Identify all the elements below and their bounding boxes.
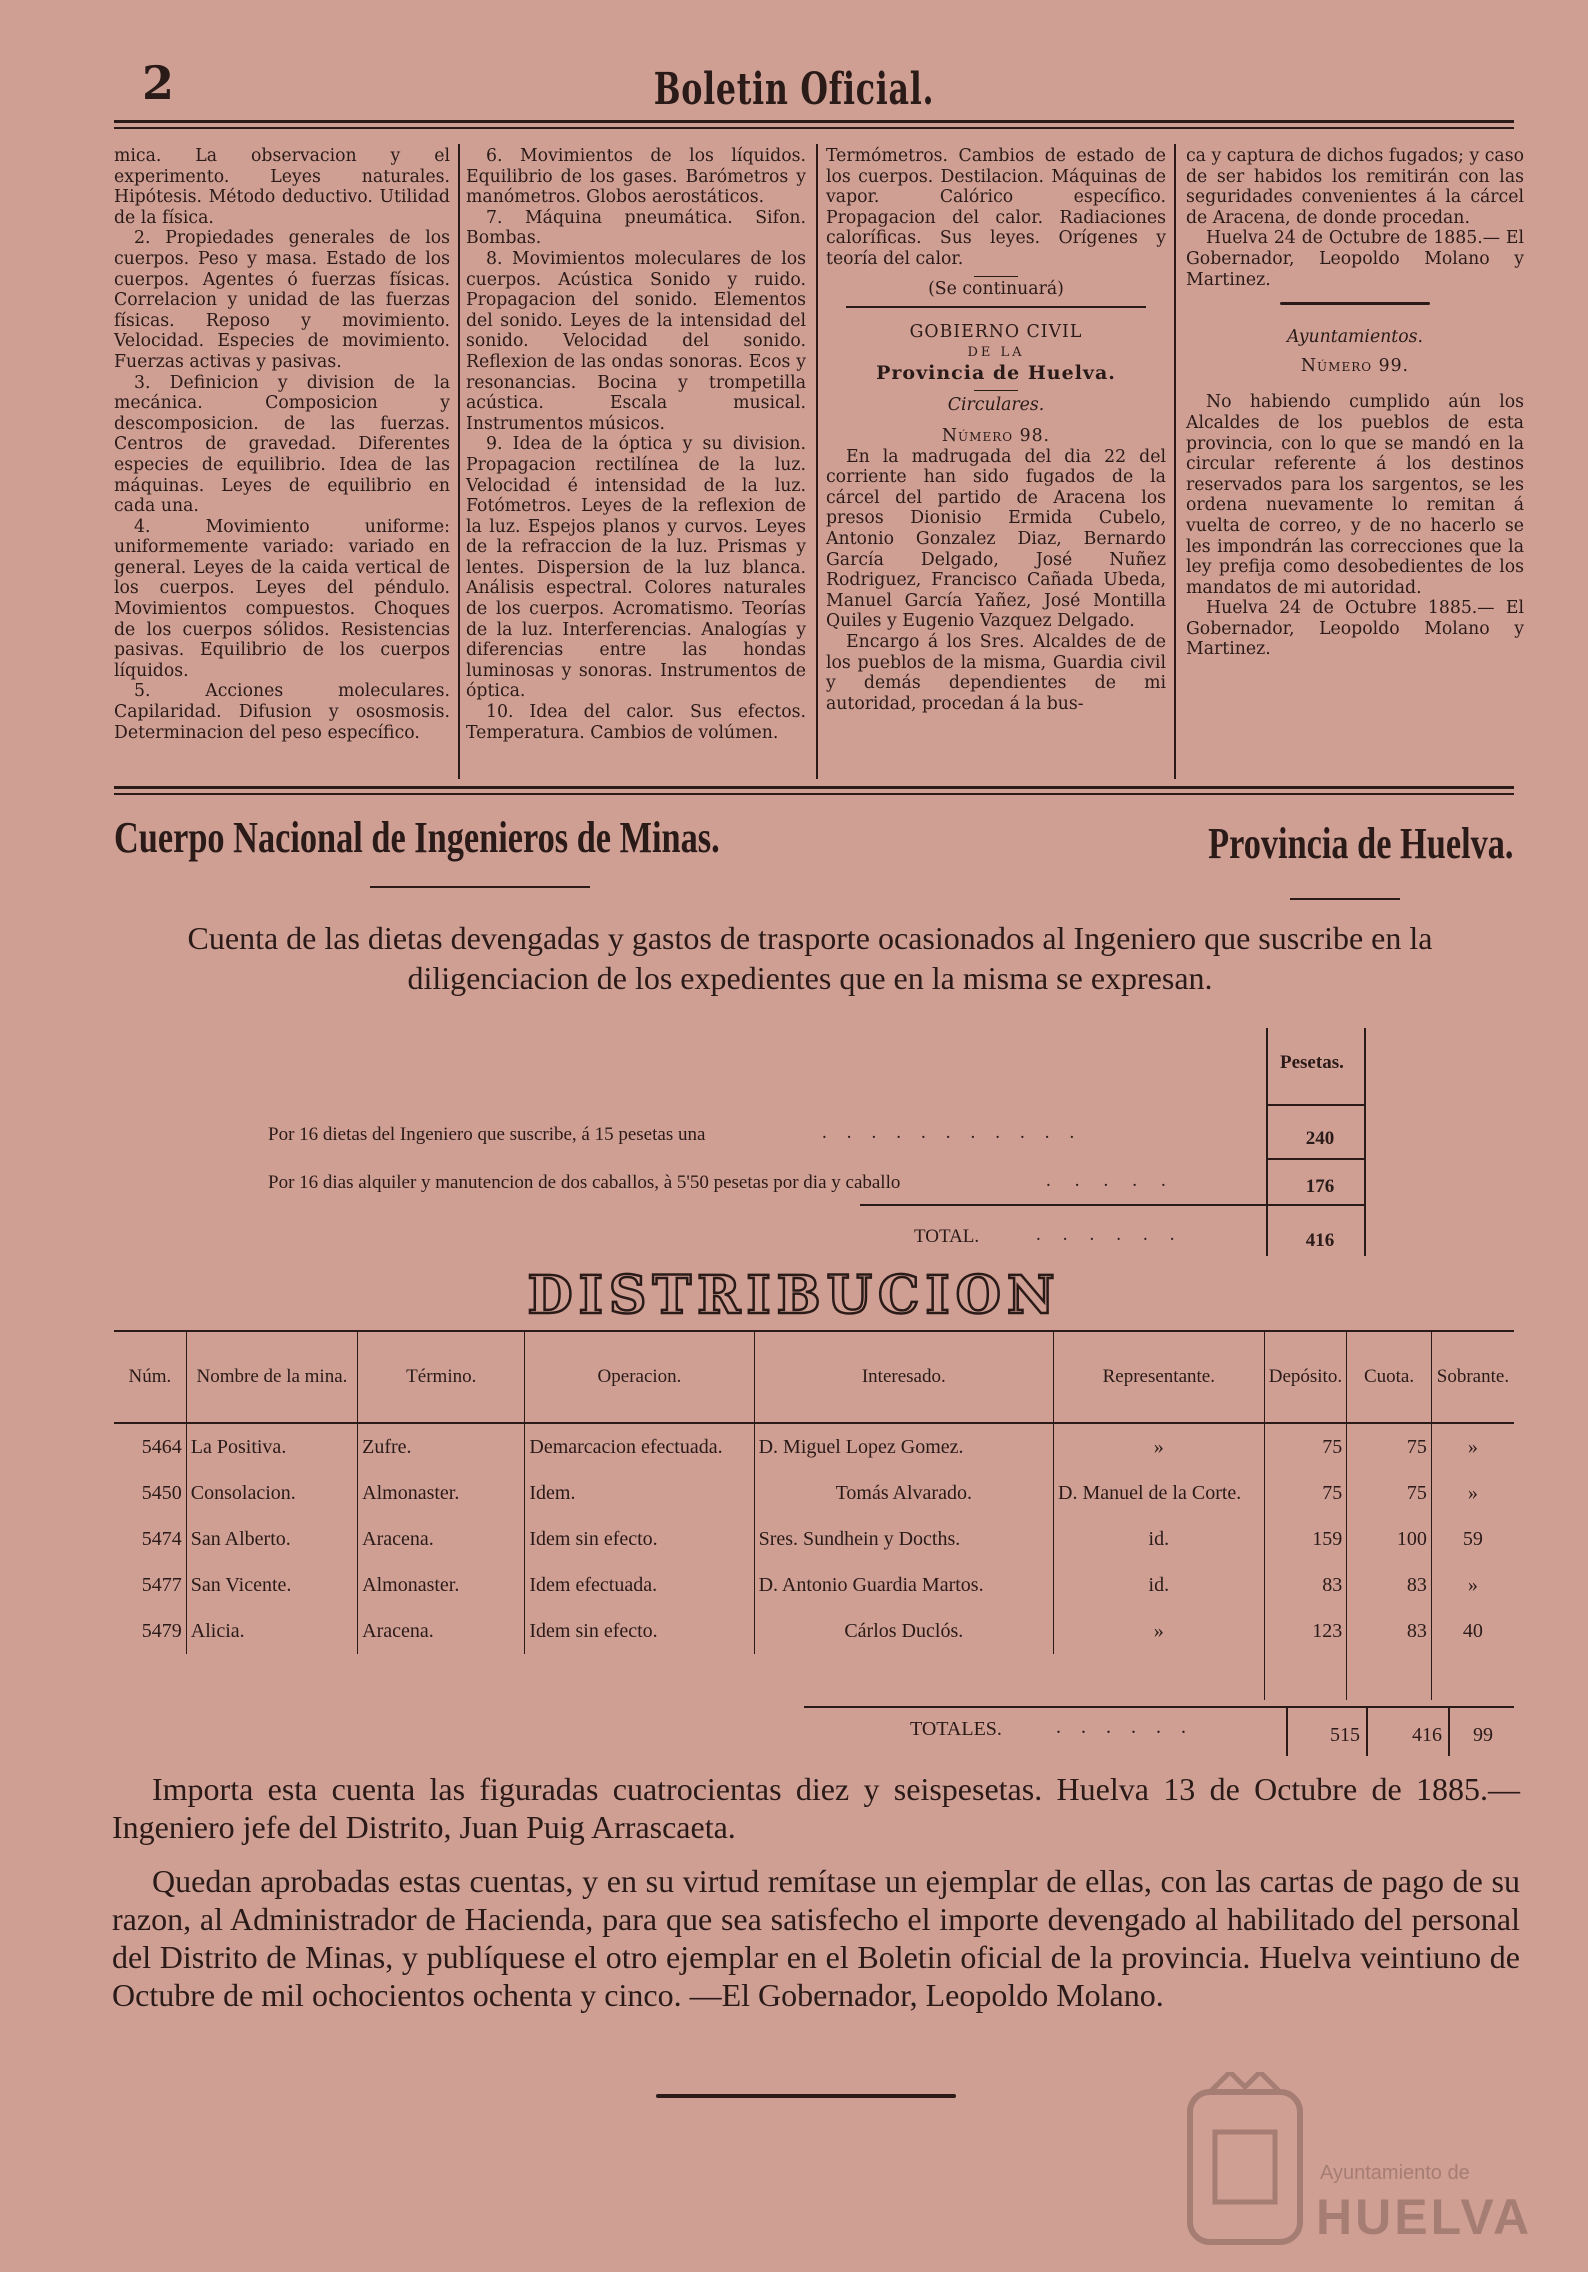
- col1-para: 2. Propiedades generales de los cuerpos. Peso y masa. Estado de los cuerpos. Agentes ó fuerzas físicas. Correlacion y unidad de las fuerzas físicas. Reposo y movimiento. Velocidad. Especies de movimiento. Fuerzas activas y pasivas.: [114, 228, 450, 372]
- totals-vline: [1448, 1708, 1450, 1756]
- col2-para: 10. Idea del calor. Sus efectos. Temperatura. Cambios de volúmen.: [466, 702, 806, 743]
- ornament-rule: [1280, 302, 1430, 305]
- col3-para: Encargo á los Sres. Alcaldes de de los pueblos de la misma, Guardia civil y demás dependientes de mi autoridad, procedan á la bus-: [826, 631, 1166, 714]
- cuenta-row1-label: Por 16 dietas del Ingeniero que suscribe, á 15 pesetas una: [268, 1124, 706, 1145]
- col2-para: 9. Idea de la óptica y su division. Propagacion rectilínea de la luz. Velocidad é intensidad de la luz. Fotómetros. Leyes de la reflexion de la luz. Espejos planos y curvos. Leyes de la refraccion de la luz. Prismas y lentes. Dispersion de la luz blanca. Análisis espectral. Colores naturales de los cuerpos. Acromatismo. Teorías de la luz. Interferencias. Analogías y diferencias entre las hondas luminosas y sonoras. Instrumentos de óptica.: [466, 434, 806, 702]
- header-representante: Representante.: [1054, 1331, 1265, 1423]
- col3-cont: Termómetros. Cambios de estado de los cuerpos. Destilacion. Máquinas de vapor. Calórico específico. Propagacion del calor. Radiaciones caloríficas. Sus leyes. Orígenes y teoría del calor.: [826, 146, 1166, 269]
- header-num: Núm.: [114, 1331, 186, 1423]
- header-interesado: Interesado.: [754, 1331, 1053, 1423]
- short-rule: [974, 390, 1018, 392]
- column-3: [826, 146, 1166, 714]
- section-divider: [114, 786, 1514, 789]
- watermark-line1: Ayuntamiento de: [1320, 2162, 1470, 2184]
- cell-num: 5477: [141, 1573, 182, 1596]
- column-4: [1186, 146, 1524, 660]
- closing-para-1: Importa esta cuenta las figuradas cuatrocientas diez y seispesetas. Huelva 13 de Octubre de 1885.—Ingeniero jefe del Distrito, Juan Puig Arrascaeta.: [112, 1771, 1520, 1845]
- circulares-heading: Circulares.: [947, 395, 1045, 416]
- cell-num: 5450: [141, 1481, 182, 1504]
- totales-dots: ......: [1056, 1716, 1206, 1738]
- col1-para: 4. Movimiento uniforme: uniformemente variado: variado en general. Leyes de la caida vertical de los cuerpos. Leyes del péndulo. Movimientos compuestos. Choques de los cuerpos sólidos. Resistencias pasivas. Equilibrio de los cuerpos líquidos.: [114, 516, 450, 681]
- cell-interesado: Sres. Sundhein y Docths.: [754, 1516, 1053, 1562]
- cell-termino: Zufre.: [358, 1423, 525, 1470]
- cell-operacion: Idem sin efecto.: [525, 1516, 754, 1562]
- total-sobrante: 99: [1473, 1724, 1493, 1746]
- column-divider: [1174, 144, 1176, 779]
- closing-block: [112, 1770, 1520, 1846]
- cell-interesado: Tomás Alvarado.: [754, 1470, 1053, 1516]
- cell-cuota: 75: [1347, 1423, 1432, 1470]
- table-row: [114, 1562, 1514, 1608]
- table-header-row: [114, 1331, 1514, 1423]
- col2-para: 7. Máquina pneumática. Sifon. Bombas.: [466, 207, 806, 249]
- cell-sobrante: »: [1431, 1470, 1514, 1516]
- ayuntamientos-heading: Ayuntamientos.: [1286, 327, 1424, 348]
- distribucion-title: DISTRIBUCION: [527, 1265, 1061, 1326]
- cell-termino: Almonaster.: [358, 1562, 525, 1608]
- col1-para: 3. Definicion y division de la mecánica. Composicion y descomposicion. de las fuerzas. Centros de gravedad. Diferentes especies de equilibrio. Idea de las máquinas. Leyes de equilibrio en cada una.: [114, 372, 450, 517]
- cuenta-header: Pesetas.: [1280, 1052, 1344, 1073]
- cuenta-row2-label: Por 16 dias alquiler y manutencion de dos caballos, à 5'50 pesetas por dia y caballo: [268, 1172, 901, 1193]
- cuenta-dots: ......: [1036, 1224, 1197, 1245]
- cuenta-hline: [860, 1204, 1364, 1206]
- cell-representante: »: [1054, 1423, 1265, 1470]
- col4-para: Huelva 24 de Octubre 1885.— El Gobernador, Leopoldo Molano y Martinez.: [1186, 598, 1524, 660]
- col1-para: mica. La observacion y el experimento. Leyes naturales. Hipótesis. Método deductivo. Utilidad de la física.: [114, 146, 450, 228]
- totals-rule: [804, 1706, 1514, 1708]
- gobierno-heading: GOBIERNO CIVIL: [909, 322, 1083, 343]
- cuenta-intro: Cuenta de las dietas devengadas y gastos de trasporte ocasionados al Ingeniero que suscribe en la diligenciacion de los expedientes que en la misma se expresan.: [187, 920, 1433, 996]
- ornament-right: [1290, 898, 1400, 900]
- header-rule-thin: [114, 127, 1514, 129]
- table-row: [114, 1516, 1514, 1562]
- column-1: [114, 146, 450, 743]
- cell-representante: »: [1054, 1608, 1265, 1654]
- cell-cuota: 75: [1347, 1470, 1432, 1516]
- cell-sobrante: »: [1431, 1423, 1514, 1470]
- cell-mina: San Alberto.: [186, 1516, 357, 1562]
- header-rule: [114, 120, 1514, 123]
- cell-operacion: Idem efectuada.: [525, 1562, 754, 1608]
- provincia-title: Provincia de Huelva.: [1208, 819, 1514, 868]
- header-termino: Término.: [358, 1331, 525, 1423]
- cuenta-row1-value: 240: [1305, 1128, 1335, 1149]
- cell-deposito: 123: [1264, 1608, 1347, 1654]
- header-cuota: Cuota.: [1347, 1331, 1432, 1423]
- column-divider: [816, 144, 818, 779]
- table-row: [114, 1423, 1514, 1470]
- col3-para: En la madrugada del dia 22 del corriente han sido fugados de la cárcel del partido de Aracena los presos Dionisio Ermida Cubelo, Antonio Gonzalez Diaz, Bernardo García Delgado, José Nuñez Rodriguez, Francisco Cañada Ubeda, Manuel García Yañez, José Montilla Quiles y Eugenio Vazquez Delgado.: [826, 446, 1166, 632]
- column-divider: [458, 144, 460, 779]
- page-title: Boletin Oficial.: [653, 64, 935, 115]
- total-cuota: 416: [1412, 1724, 1442, 1746]
- table-spacer-row: [114, 1654, 1514, 1700]
- distribucion-table: [114, 1330, 1514, 1700]
- cell-representante: D. Manuel de la Corte.: [1054, 1470, 1265, 1516]
- cell-sobrante: 40: [1431, 1608, 1514, 1654]
- continuara-note: (Se continuará): [928, 279, 1064, 300]
- cell-interesado: Cárlos Duclós.: [754, 1608, 1053, 1654]
- cuenta-total-label: TOTAL.: [914, 1226, 980, 1247]
- cell-interesado: D. Miguel Lopez Gomez.: [754, 1423, 1053, 1470]
- cell-cuota: 83: [1347, 1608, 1432, 1654]
- numero-99: Número 99.: [1300, 355, 1410, 376]
- cell-termino: Aracena.: [358, 1516, 525, 1562]
- column-2: [466, 146, 806, 743]
- total-deposito: 515: [1330, 1724, 1360, 1746]
- gobierno-de-la: DE LA: [967, 344, 1025, 360]
- cell-num: 5479: [141, 1619, 182, 1642]
- col2-para: 8. Movimientos moleculares de los cuerpos. Acústica Sonido y ruido. Propagacion del sonido. Elementos del sonido. Leyes de la intensidad del sonido. Velocidad del sonido. Reflexion de las ondas sonoras. Ecos y resonancias. Bocina y trompetilla acústica. Escala musical. Instrumentos músicos.: [466, 248, 806, 434]
- closing-block: [112, 1862, 1520, 2014]
- cell-mina: La Positiva.: [186, 1423, 357, 1470]
- col4-para: Huelva 24 de Octubre de 1885.— El Gobernador, Leopoldo Molano y Martinez.: [1186, 228, 1524, 290]
- short-rule: [974, 276, 1018, 278]
- header-mina: Nombre de la mina.: [186, 1331, 357, 1423]
- cell-deposito: 75: [1264, 1423, 1347, 1470]
- cell-representante: id.: [1054, 1562, 1265, 1608]
- cuenta-hline: [1268, 1158, 1364, 1160]
- cell-cuota: 83: [1347, 1562, 1432, 1608]
- cell-deposito: 75: [1264, 1470, 1347, 1516]
- cell-deposito: 159: [1264, 1516, 1347, 1562]
- cuenta-hline: [1268, 1104, 1364, 1106]
- cell-termino: Aracena.: [358, 1608, 525, 1654]
- closing-para-2: Quedan aprobadas estas cuentas, y en su virtud remítase un ejemplar de ellas, con las cartas de pago de su razon, al Administrador de Hacienda, para que sea satisfecho el importe devengado al habilitado del personal del Distrito de Minas, y publíquese el otro ejemplar en el Boletin oficial de la provincia. Huelva veintiuno de Octubre de mil ochocientos ochenta y cinco. —El Gobernador, Leopoldo Molano.: [112, 1863, 1520, 2013]
- cell-termino: Almonaster.: [358, 1470, 525, 1516]
- section-rule: [846, 306, 1146, 309]
- totales-label: TOTALES.: [910, 1718, 1002, 1740]
- cell-num: 5464: [141, 1435, 182, 1458]
- bottom-rule: [656, 2094, 956, 2098]
- col4-para: ca y captura de dichos fugados; y caso de ser habidos los remitirán con las seguridades convenientes á la cárcel de Aracena, de donde procedan.: [1186, 146, 1524, 228]
- col1-para: 5. Acciones moleculares. Capilaridad. Difusion y ososmosis. Determinacion del peso específico.: [114, 681, 450, 743]
- header-operacion: Operacion.: [525, 1331, 754, 1423]
- cuenta-vline: [1266, 1028, 1268, 1256]
- cuenta-row2-value: 176: [1305, 1176, 1335, 1197]
- table-row: [114, 1608, 1514, 1654]
- section-divider-thin: [114, 793, 1514, 795]
- provincia-heading: Provincia de Huelva.: [876, 362, 1116, 385]
- numero-98: Número 98.: [941, 426, 1051, 447]
- cell-mina: Consolacion.: [186, 1470, 357, 1516]
- page-number: 2: [142, 56, 175, 110]
- col2-para: 6. Movimientos de los líquidos. Equilibrio de los gases. Barómetros y manómetros. Globos aerostáticos.: [466, 146, 806, 208]
- cell-mina: San Vicente.: [186, 1562, 357, 1608]
- cell-interesado: D. Antonio Guardia Martos.: [754, 1562, 1053, 1608]
- cell-sobrante: 59: [1431, 1516, 1514, 1562]
- cell-num: 5474: [141, 1527, 182, 1550]
- watermark-line2: HUELVA: [1316, 2189, 1533, 2245]
- table-row: [114, 1470, 1514, 1516]
- cuenta-dots: .....: [1046, 1170, 1190, 1191]
- cuerpo-title: Cuerpo Nacional de Ingenieros de Minas.: [114, 813, 720, 862]
- header-sobrante: Sobrante.: [1431, 1331, 1514, 1423]
- cell-operacion: Idem.: [525, 1470, 754, 1516]
- cell-cuota: 100: [1347, 1516, 1432, 1562]
- cell-operacion: Idem sin efecto.: [525, 1608, 754, 1654]
- cell-mina: Alicia.: [186, 1608, 357, 1654]
- cell-deposito: 83: [1264, 1562, 1347, 1608]
- ornament-left: [370, 886, 590, 888]
- totals-vline: [1366, 1708, 1368, 1756]
- cuenta-total-value: 416: [1305, 1230, 1335, 1251]
- col4-para: No habiendo cumplido aún los Alcaldes de los pueblos de esta provincia, con lo que se mandó en la circular referente á los destinos reservados para los sargentos, se les ordena nuevamente lo remitan á vuelta de correo, y de no hacerlo se les impondrán las correcciones que la ley prefija como desobedientes de los mandatos de mi autoridad.: [1186, 392, 1524, 598]
- cell-representante: id.: [1054, 1516, 1265, 1562]
- cuenta-dots: ...........: [822, 1122, 1095, 1143]
- header-deposito: Depósito.: [1264, 1331, 1347, 1423]
- cell-sobrante: »: [1431, 1562, 1514, 1608]
- totals-vline: [1286, 1708, 1288, 1756]
- cell-operacion: Demarcacion efectuada.: [525, 1423, 754, 1470]
- ayuntamiento-watermark: [1180, 2072, 1533, 2252]
